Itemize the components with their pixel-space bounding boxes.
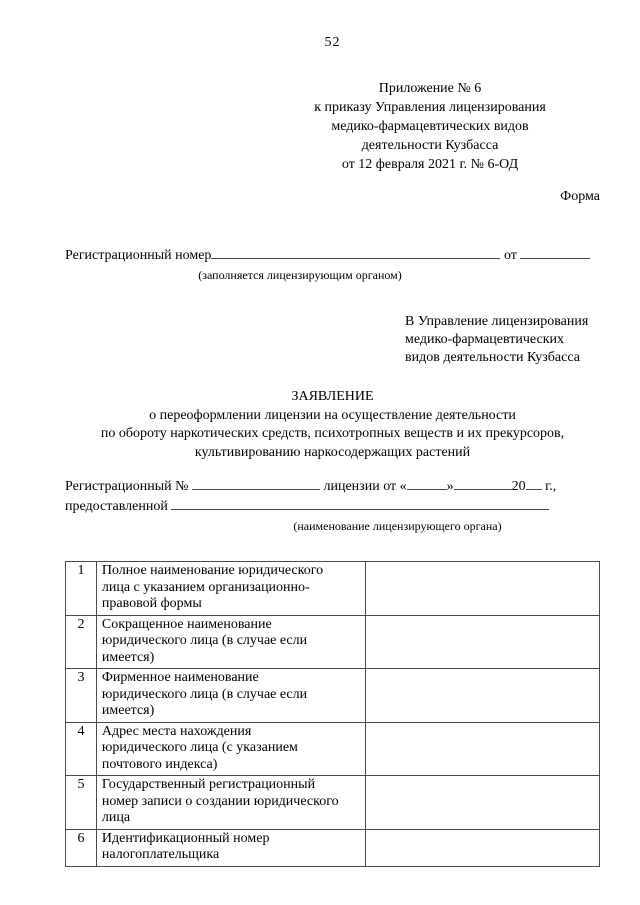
row-label — [96, 722, 365, 776]
licensing-authority-note: (наименование лицензирующего органа) — [293, 519, 502, 533]
row-label-line: юридического лица (в случае если — [101, 633, 308, 648]
application-subtitle-line: культивированию наркосодержащих растений — [194, 444, 471, 460]
application-subtitle-line: о переоформлении лицензии на осуществление деятельности — [149, 407, 516, 423]
application-heading: ЗАЯВЛЕНИЕ — [291, 389, 374, 404]
registration-note: (заполняется лицензирующим органом) — [198, 268, 402, 282]
row-value-cell — [366, 776, 600, 830]
license-month-blank — [454, 476, 512, 490]
row-value-cell — [366, 669, 600, 723]
registration-number-blank — [211, 245, 500, 259]
row-number: 2 — [66, 615, 97, 669]
row-value-cell — [366, 829, 600, 866]
table-row — [66, 669, 600, 723]
provided-label: предоставленной — [65, 499, 168, 514]
row-number: 5 — [66, 776, 97, 830]
row-label-line: Полное наименование юридического — [101, 563, 324, 578]
form-label: Форма — [560, 189, 600, 204]
page-number: 52 — [324, 35, 341, 50]
row-label-line: имеется) — [101, 703, 155, 718]
appendix-line: Приложение № 6 — [378, 81, 482, 96]
addressee-line: медико-фармацевтических — [405, 332, 564, 347]
application-title-block — [65, 388, 600, 462]
row-label-line: номер записи о создании юридического — [101, 793, 339, 809]
appendix-line: к приказу Управления лицензирования — [314, 100, 546, 115]
license-registration-line — [65, 476, 600, 496]
row-label-line: юридического лица (с указанием — [101, 740, 298, 755]
row-label-line: Адрес места нахождения — [101, 723, 252, 739]
application-subtitle-line: по обороту наркотических средств, психотропных веществ и их прекурсоров, — [100, 426, 565, 441]
table-row — [66, 722, 600, 776]
row-label-line: Сокращенное наименование — [101, 616, 272, 632]
row-number: 4 — [66, 722, 97, 776]
row-label-line: почтового индекса) — [101, 756, 218, 772]
license-mid-label: лицензии от « — [323, 479, 407, 494]
row-number: 3 — [66, 669, 97, 723]
licensing-authority-blank — [171, 496, 549, 510]
license-number-blank — [192, 476, 320, 490]
registration-date-blank — [520, 245, 590, 259]
provided-by-line — [65, 496, 600, 516]
license-quote-close: » — [446, 479, 454, 494]
table-row — [66, 562, 600, 616]
row-label — [96, 669, 365, 723]
row-label-line: имеется) — [101, 649, 155, 665]
license-day-blank — [407, 476, 447, 490]
addressee-line: В Управление лицензирования — [405, 314, 589, 329]
appendix-block — [304, 79, 556, 174]
row-label-line: лица с указанием организационно- — [101, 579, 310, 595]
license-year-prefix: 20 — [511, 479, 526, 494]
addressee-block — [405, 313, 600, 367]
registration-from-label: от — [503, 248, 517, 263]
table-row — [66, 615, 600, 669]
addressee-line: видов деятельности Кузбасса — [405, 350, 580, 365]
row-label-line: лица — [101, 810, 131, 825]
row-label-line: налогоплательщика — [101, 847, 220, 862]
row-label — [96, 829, 365, 866]
table-row — [66, 829, 600, 866]
table-row — [66, 776, 600, 830]
row-value-cell — [366, 615, 600, 669]
appendix-line: медико-фармацевтических видов — [331, 119, 529, 134]
license-year-suffix: г., — [545, 479, 557, 494]
license-year-blank — [526, 476, 542, 490]
row-label-line: Фирменное наименование — [101, 670, 259, 685]
row-label — [96, 776, 365, 830]
row-value-cell — [366, 722, 600, 776]
row-label — [96, 562, 365, 616]
row-label — [96, 615, 365, 669]
row-number: 6 — [66, 829, 97, 866]
row-label-line: правовой формы — [101, 596, 202, 611]
row-value-cell — [366, 562, 600, 616]
registration-number-line — [65, 245, 600, 265]
applicant-details-table — [65, 561, 600, 867]
row-label-line: юридического лица (в случае если — [101, 686, 308, 702]
row-label-line: Идентификационный номер — [101, 830, 270, 846]
appendix-line: деятельности Кузбасса — [361, 138, 499, 153]
appendix-line: от 12 февраля 2021 г. № 6-ОД — [341, 157, 519, 172]
registration-number-label: Регистрационный номер — [65, 248, 212, 263]
row-label-line: Государственный регистрационный — [101, 777, 316, 792]
row-number: 1 — [66, 562, 97, 616]
license-reg-label: Регистрационный № — [65, 479, 189, 494]
